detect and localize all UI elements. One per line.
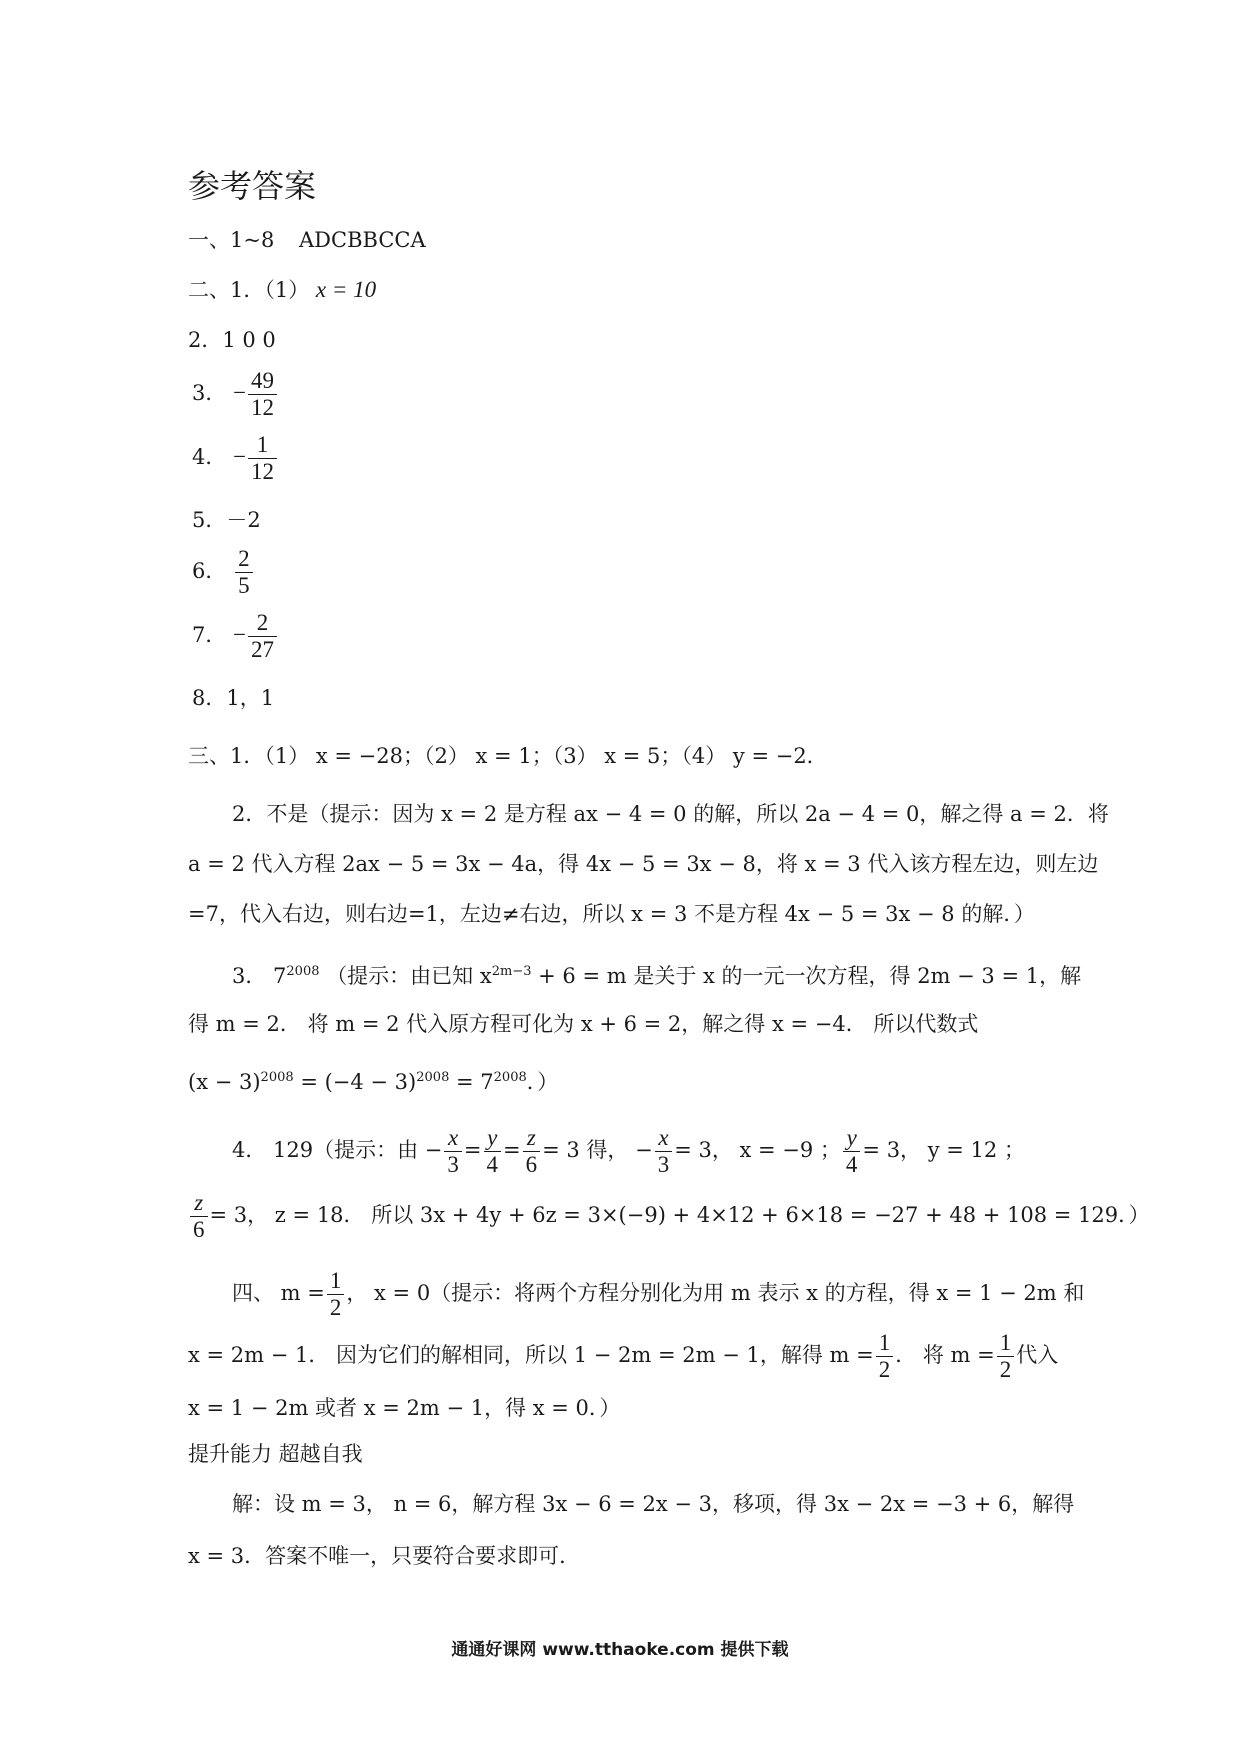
text-part: 四、 m = <box>232 1281 325 1305</box>
fraction-denominator: 4 <box>486 1152 498 1177</box>
section3-q3-answer: 3． 7 <box>232 964 287 988</box>
fraction <box>843 1125 861 1178</box>
fraction-numerator: 1 <box>997 1330 1015 1357</box>
section1-line <box>188 226 426 254</box>
section5-heading: 提升能力 超越自我 <box>188 1442 363 1466</box>
section2-q1-label: 二、1．（1） <box>188 278 310 302</box>
section5-line1: 解：设 m = 3， n = 6，解方程 3x − 6 = 2x − 3，移项，得 3x − 2x = −3 + 6，解得 <box>232 1492 1075 1516</box>
fraction-numerator: y <box>484 1125 502 1152</box>
section4-line3: x = 1 − 2m 或者 x = 2m − 1，得 x = 0．） <box>188 1396 621 1420</box>
fraction-denominator: 12 <box>251 395 275 420</box>
fraction-denominator: 5 <box>238 573 250 598</box>
fraction-denominator: 6 <box>525 1152 538 1177</box>
fraction-denominator: 12 <box>251 459 275 484</box>
page-footer: 通通好课网 www.tthaoke.com 提供下载 <box>451 1640 789 1660</box>
section2-q3 <box>192 368 279 421</box>
section3-q3-hint-rest: + 6 = m 是关于 x 的一元一次方程，得 2m − 3 = 1，解 <box>531 964 1082 988</box>
fraction-denominator: 2 <box>878 1357 891 1382</box>
superscript: 2008 <box>493 1070 527 1085</box>
expr-part: ．） <box>526 1070 559 1094</box>
section2-q7-label: 7． <box>192 623 227 647</box>
expr-part: = 7 <box>449 1070 494 1094</box>
equals: = <box>463 1138 482 1162</box>
superscript: 2m−3 <box>491 964 532 979</box>
fraction <box>997 1330 1015 1383</box>
fraction <box>327 1268 345 1321</box>
section3-q1: 三、1．（1） x = −28；（2） x = 1；（3） x = 5；（4） y = −2． <box>188 744 828 768</box>
fraction <box>523 1125 541 1178</box>
section3-q4-start: 4． 129（提示：由 − <box>232 1138 443 1162</box>
section2-q2: 2．1 0 0 <box>188 328 276 352</box>
section2-q8: 8．1，1 <box>192 686 275 710</box>
section2-q7-fraction <box>248 610 277 663</box>
equals: = <box>503 1138 521 1162</box>
section2-q6 <box>192 546 255 599</box>
fraction <box>876 1330 894 1383</box>
page-title: 参考答案 <box>188 167 317 205</box>
superscript: 2008 <box>260 1070 294 1085</box>
section2-q1 <box>188 276 376 304</box>
section2-q1-answer: x = 10 <box>315 277 377 302</box>
fraction-numerator: 1 <box>876 1330 894 1357</box>
fraction <box>484 1125 502 1178</box>
section3-q4-line1 <box>232 1125 1025 1178</box>
text-part: ， x = 0（提示：将两个方程分别化为用 m 表示 x 的方程，得 x = 1 − 2m 和 <box>346 1281 1085 1305</box>
text-part: 代入 <box>1016 1343 1059 1367</box>
section3-q4-line2 <box>188 1190 1150 1243</box>
section3-q3-line2: 得 m = 2． 将 m = 2 代入原方程可化为 x + 6 = 2，解之得 x = −4． 所以代数式 <box>188 1012 979 1036</box>
section3-q3-line3 <box>188 1064 558 1096</box>
fraction-denominator: 3 <box>447 1152 459 1177</box>
section3-q2-line3: =7，代入右边，则右边=1，左边≠右边，所以 x = 3 不是方程 4x − 5 = 3x − 8 的解．） <box>188 902 1035 926</box>
section2-q6-fraction <box>235 546 253 599</box>
expr-part: (x − 3) <box>188 1070 261 1094</box>
section3-q2-line1: 2．不是（提示：因为 x = 2 是方程 ax − 4 = 0 的解，所以 2a − 4 = 0，解之得 a = 2．将 <box>232 802 1109 826</box>
section5-line2: x = 3．答案不唯一，只要符合要求即可． <box>188 1544 581 1568</box>
fraction-denominator: 2 <box>329 1295 342 1320</box>
section2-q3-sign: − <box>233 380 247 405</box>
fraction-numerator: 2 <box>248 610 277 637</box>
text-part: = 3， x = −9 ； <box>674 1138 841 1162</box>
superscript: 2008 <box>286 964 320 979</box>
section3-q3-line1 <box>232 958 1081 990</box>
expr-part: = (−4 − 3) <box>293 1070 417 1094</box>
fraction-numerator: 2 <box>235 546 253 573</box>
text-part: = 3 得， − <box>542 1138 653 1162</box>
section2-q5: 5．－2 <box>192 508 261 532</box>
fraction-numerator: y <box>843 1125 861 1152</box>
section4-line2 <box>188 1330 1058 1383</box>
section4-line1 <box>232 1268 1084 1321</box>
section2-q3-label: 3． <box>192 381 227 405</box>
section2-q7 <box>192 610 279 663</box>
fraction <box>444 1125 462 1178</box>
section2-q4-sign: − <box>233 444 247 469</box>
fraction-numerator: 1 <box>248 432 277 459</box>
section2-q4-fraction <box>248 432 277 485</box>
fraction-numerator: 1 <box>327 1268 345 1295</box>
text-part: = 3， y = 12 ； <box>862 1138 1025 1162</box>
text-part: ． 将 m = <box>895 1343 995 1367</box>
superscript: 2008 <box>416 1070 450 1085</box>
fraction-numerator: z <box>190 1190 208 1217</box>
fraction <box>190 1190 208 1243</box>
section3-q3-hint-start: （提示：由已知 x <box>326 964 492 988</box>
fraction-numerator: x <box>655 1125 673 1152</box>
fraction-denominator: 2 <box>999 1357 1012 1382</box>
section1-answers: ADCBBCCA <box>299 228 426 252</box>
fraction-denominator: 3 <box>657 1152 670 1177</box>
fraction-denominator: 27 <box>251 637 275 662</box>
section2-q7-sign: − <box>233 622 247 647</box>
fraction-numerator: x <box>444 1125 462 1152</box>
fraction-denominator: 6 <box>193 1217 205 1242</box>
fraction <box>655 1125 673 1178</box>
text-part: = 3， z = 18． 所以 3x + 4y + 6z = 3×(−9) + 4×12 + 6×18 = −27 + 48 + 108 = 129．） <box>209 1203 1150 1227</box>
section2-q4 <box>192 432 279 485</box>
section2-q4-label: 4． <box>192 445 227 469</box>
section2-q6-label: 6． <box>192 559 227 583</box>
section2-q3-fraction <box>248 368 277 421</box>
fraction-numerator: 49 <box>248 368 277 395</box>
section3-q2-line2: a = 2 代入方程 2ax − 5 = 3x − 4a，得 4x − 5 = 3x − 8，将 x = 3 代入该方程左边，则左边 <box>188 852 1099 876</box>
text-part: x = 2m − 1． 因为它们的解相同，所以 1 − 2m = 2m − 1，解得 m = <box>188 1343 874 1367</box>
fraction-numerator: z <box>523 1125 541 1152</box>
fraction-denominator: 4 <box>845 1152 858 1177</box>
section1-prefix: 一、1~8 <box>188 228 275 252</box>
